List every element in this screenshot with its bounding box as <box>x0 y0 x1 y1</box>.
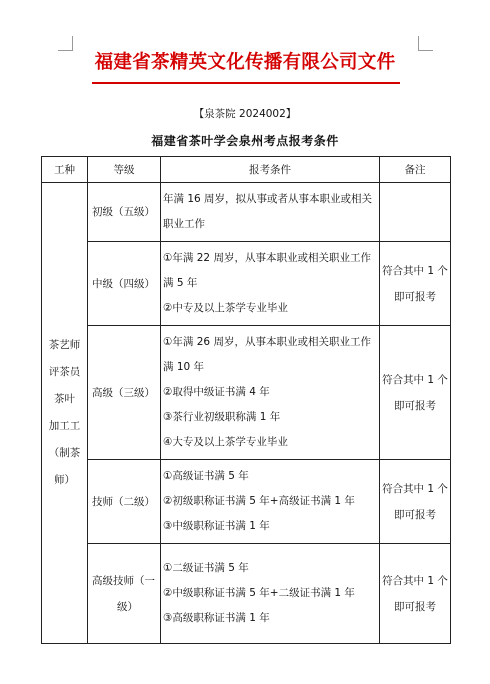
condition-text: ④大专及以上茶学专业毕业 <box>163 436 288 448</box>
job-type-line: 加工工 <box>48 420 81 432</box>
job-type-line: 师） <box>54 474 75 486</box>
note-cell: 符合其中 1 个即可报考 <box>380 544 451 644</box>
note-cell <box>380 183 451 242</box>
job-type-line: 茶艺师 <box>48 339 81 351</box>
table-row <box>42 326 451 460</box>
level-text: 初级（五级） <box>92 206 155 218</box>
condition-text: ③茶行业初级职称满 1 年 <box>163 411 281 423</box>
level-cell <box>88 544 161 644</box>
conditions-cell <box>161 183 380 242</box>
condition-text: ②中级职称证书满 5 年+二级证书满 1 年 <box>163 587 355 599</box>
red-divider-line <box>92 82 400 84</box>
document-title: 福建省茶精英文化传播有限公司文件 <box>94 52 396 73</box>
job-type-cell <box>42 183 88 644</box>
condition-text: ③高级职称证书满 1 年 <box>163 612 270 624</box>
table-title: 福建省茶叶学会泉州考点报考条件 <box>151 134 339 148</box>
table-row <box>42 544 451 644</box>
job-type-line: 茶叶 <box>54 393 75 405</box>
job-type-line: （制茶 <box>48 447 81 459</box>
condition-text: ②中专及以上茶学专业毕业 <box>163 302 288 314</box>
requirements-table <box>41 156 451 644</box>
conditions-cell <box>161 242 380 326</box>
condition-text: ①年满 26 周岁，从事本职业或相关职业工作满 10 年 <box>163 336 371 373</box>
condition-text: 年满 16 周岁，拟从事或者从事本职业或相关职业工作 <box>163 193 373 230</box>
level-text: 高级（三级） <box>92 386 155 399</box>
note-cell: 符合其中 1 个即可报考 <box>380 242 451 326</box>
column-header-note: 备注 <box>380 157 451 183</box>
level-cell <box>88 183 161 242</box>
level-cell <box>88 460 161 544</box>
level-cell <box>88 326 161 460</box>
level-cell <box>88 242 161 326</box>
note-cell: 符合其中 1 个即可报考 <box>380 326 451 460</box>
table-header-row <box>42 157 451 183</box>
column-header-conditions: 报考条件 <box>161 157 380 183</box>
level-text: 技师（二级） <box>92 495 155 508</box>
condition-text: ①二级证书满 5 年 <box>163 562 249 574</box>
column-header-level: 等级 <box>88 157 161 183</box>
table-row <box>42 460 451 544</box>
level-text: 高级技师（一 <box>92 574 155 587</box>
condition-text: ②初级职称证书满 5 年+高级证书满 1 年 <box>163 495 355 507</box>
table-row <box>42 183 451 242</box>
conditions-cell <box>161 326 380 460</box>
column-header-job: 工种 <box>42 157 88 183</box>
condition-text: ①年满 22 周岁，从事本职业或相关职业工作满 5 年 <box>163 252 371 289</box>
condition-text: ③中级职称证书满 1 年 <box>163 520 270 532</box>
condition-text: ①高级证书满 5 年 <box>163 470 249 482</box>
document-number: 【泉茶院 2024002】 <box>193 108 297 120</box>
job-type-line: 评茶员 <box>48 366 81 378</box>
note-cell: 符合其中 1 个即可报考 <box>380 460 451 544</box>
conditions-cell <box>161 544 380 644</box>
conditions-cell <box>161 460 380 544</box>
table-row <box>42 242 451 326</box>
level-text: 中级（四级） <box>92 277 155 290</box>
level-text: 级） <box>117 600 138 613</box>
condition-text: ②取得中级证书满 4 年 <box>163 386 270 398</box>
